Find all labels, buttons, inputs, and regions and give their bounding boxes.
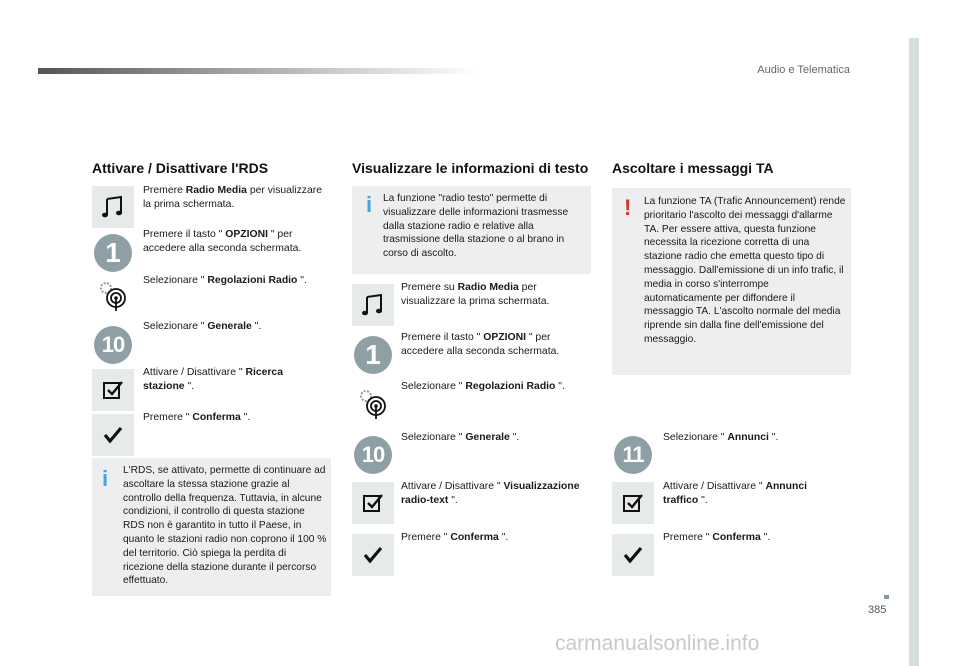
checkbox-icon [352, 482, 394, 524]
step-text: Premere " Conferma ". [401, 532, 509, 543]
step-text: Selezionare " Generale ". [143, 321, 262, 332]
section-title-ta: Ascoltare i messaggi TA [612, 160, 774, 176]
watermark: carmanualsonline.info [555, 632, 760, 655]
checkmark-icon [92, 414, 134, 456]
step-number-1: 1 [92, 232, 134, 274]
header-gradient-bar [38, 68, 478, 74]
info-icon: i [102, 466, 109, 491]
info-note: i L'RDS, se attivato, permette di continuare ad ascoltare la stessa stazione grazie al controllo della frequenza. Tuttavia, in alcune condizioni, il controllo di questa stazione RDS non è garantito in tutto il Paese, in quanto le stazioni radio non coprono il 100 % del territorio. Ciò spiega la perdita di ricezione della stazione durante il percorso effettuato. [92, 458, 331, 596]
warning-icon: ! [624, 195, 632, 220]
page-number: 385 [868, 604, 887, 616]
step-text: Selezionare " Regolazioni Radio ". [401, 381, 565, 392]
checkbox-icon [612, 482, 654, 524]
checkmark-icon [612, 534, 654, 576]
step-text: Selezionare " Regolazioni Radio ". [143, 275, 307, 286]
step-text: Premere su Radio Media per visualizzare la prima schermata. [401, 282, 550, 307]
step-text: Attivare / Disattivare " Ricerca stazione ". [143, 367, 283, 392]
info-icon: i [366, 192, 373, 217]
music-note-icon [352, 284, 394, 326]
step-number-10: 10 [352, 434, 394, 476]
checkmark-icon [352, 534, 394, 576]
page-marker [884, 595, 889, 599]
step-text: Attivare / Disattivare " Visualizzazione radio-text ". [401, 481, 580, 506]
step-text: Attivare / Disattivare " Annunci traffico ". [663, 481, 807, 506]
section-title-radiotext: Visualizzare le informazioni di testo [352, 160, 589, 176]
step-text: Selezionare " Generale ". [401, 432, 520, 443]
music-note-icon [92, 186, 134, 228]
step-number-1: 1 [352, 334, 394, 376]
step-number-10: 10 [92, 324, 134, 366]
warning-note: ! La funzione TA (Trafic Announcement) rende prioritario l'ascolto dei messaggi d'allarme TA. Per essere attiva, questa funzione necessita la ricezione corretta di una stazione radio che emetta questo tipo di messaggio. Dall'emissione di un info trafic, il media in corso s'interrompe automaticamente per diffondere il messaggio TA. L'ascolto normale del media riprende sin dalla fine dell'emissione del messaggio. [612, 188, 851, 375]
step-number-11: 11 [612, 434, 654, 476]
header-title: Audio e Telematica [757, 64, 850, 76]
settings-radio-icon [352, 382, 394, 424]
step-text: Premere Radio Media per visualizzare la prima schermata. [143, 185, 323, 210]
info-note: i La funzione "radio testo" permette di visualizzare delle informazioni trasmesse dalla stazione radio e relative alla trasmissione della stazione o al brano in corso di ascolto. [352, 186, 591, 274]
step-text: Premere " Conferma ". [663, 532, 771, 543]
settings-radio-icon [92, 274, 134, 316]
section-title-rds: Attivare / Disattivare l'RDS [92, 160, 269, 176]
page-edge-stripe [909, 38, 919, 666]
step-text: Premere il tasto " OPZIONI " per accedere alla seconda schermata. [401, 332, 560, 357]
step-text: Premere il tasto " OPZIONI " per accedere alla seconda schermata. [143, 229, 302, 254]
step-text: Selezionare " Annunci ". [663, 432, 779, 443]
checkbox-icon [92, 369, 134, 411]
step-text: Premere " Conferma ". [143, 412, 251, 423]
